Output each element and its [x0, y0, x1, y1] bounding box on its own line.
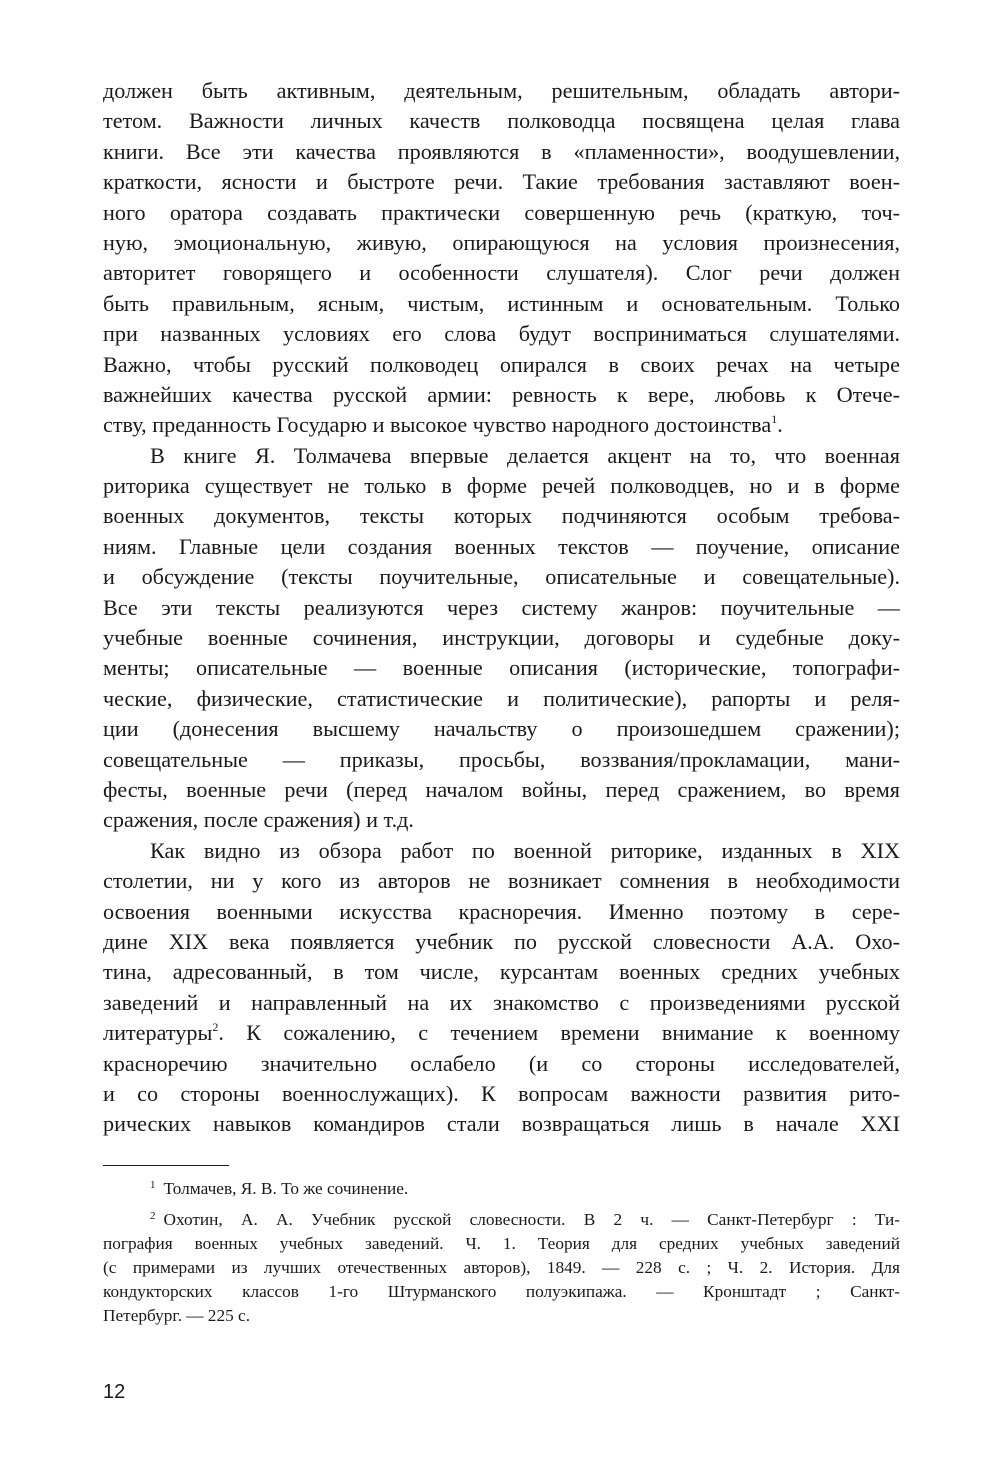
text-line: при названных условиях его слова будут восприниматься слушателями. — [103, 321, 900, 347]
text-line: Важно, чтобы русский полководец опирался в своих речах на четыре — [103, 351, 900, 377]
text-segment: литературы — [103, 1020, 213, 1046]
text-line: тетом. Важности личных качеств полководца посвящена целая глава — [103, 108, 900, 134]
footnote-line: пография военных учебных заведений. Ч. 1. Теория для средних учебных заведений — [103, 1234, 900, 1253]
text-line: рических навыков командиров стали возвращаться лишь в начале XXI — [103, 1111, 900, 1137]
footnote-line: Петербург. — 225 с. — [103, 1306, 251, 1325]
footnote-ref-2[interactable]: 2 — [212, 1020, 219, 1035]
footnote-text: Толмачев, Я. В. То же сочинение. — [163, 1179, 409, 1198]
text-segment: . К сожалению, с течением времени внимание к военному — [218, 1020, 900, 1046]
main-text — [103, 76, 900, 1140]
text-line: В книге Я. Толмачева впервые делается акцент на то, что военная — [150, 442, 900, 468]
text-line — [103, 1018, 900, 1048]
text-line: заведений и направленный на их знакомство с произведениями русской — [103, 989, 900, 1015]
text-line: дине XIX века появляется учебник по русской словесности А.А. Охо- — [103, 928, 900, 954]
footnote-number: 1 — [150, 1179, 156, 1191]
text-line: освоения военными искусства красноречия. Именно поэтому в сере- — [103, 898, 900, 924]
text-line: военных документов, тексты которых подчиняются особым требова- — [103, 503, 900, 529]
footnote-ref-1[interactable]: 1 — [771, 412, 778, 427]
text-line: сражения, после сражения) и т.д. — [103, 807, 414, 833]
text-line: менты; описательные — военные описания (исторические, топографи- — [103, 655, 900, 681]
text-line: авторитет говорящего и особенности слушателя). Слог речи должен — [103, 260, 900, 286]
text-line: столетии, ни у кого из авторов не возникает сомнения в необходимости — [103, 868, 900, 894]
text-line: Как видно из обзора работ по военной риторике, изданных в XIX — [150, 837, 900, 863]
text-line: совещательные — приказы, просьбы, воззвания/прокламации, мани- — [103, 746, 900, 772]
footnote-line: (с примерами из лучших отечественных авторов), 1849. — 228 с. ; Ч. 2. История. Для — [103, 1258, 900, 1277]
text-line: красноречию значительно ослабело (и со стороны исследователей, — [103, 1050, 900, 1076]
footnote-divider — [103, 1165, 229, 1166]
text-line: ного оратора создавать практически совершенную речь (краткую, точ- — [103, 199, 900, 225]
text-line: тина, адресованный, в том числе, курсантам военных средних учебных — [103, 959, 900, 985]
footnotes — [103, 1177, 900, 1328]
footnote-1 — [103, 1177, 900, 1201]
footnote-line: кондукторских классов 1-го Штурманского полуэкипажа. — Кронштадт ; Санкт- — [103, 1282, 900, 1301]
text-line: ческие, физические, статистические и политические), рапорты и реля- — [103, 685, 900, 711]
text-line: быть правильным, ясным, чистым, истинным и основательным. Только — [103, 290, 900, 316]
text-line: ниям. Главные цели создания военных текстов — поучение, описание — [103, 533, 900, 559]
text-line: и обсуждение (тексты поучительные, описательные и совещательные). — [103, 564, 900, 590]
text-line: должен быть активным, деятельным, решительным, обладать автори- — [103, 78, 900, 103]
text-segment: ству, преданность Государю и высокое чувство народного достоинства — [103, 412, 772, 438]
text-line: ции (донесения высшему начальству о произошедшем сражении); — [103, 716, 900, 742]
text-line: краткости, ясности и быстроте речи. Такие требования заставляют воен- — [103, 169, 900, 195]
text-line: книги. Все эти качества проявляются в «пламенности», воодушевлении, — [103, 138, 900, 164]
footnote-text: Охотин, А. А. Учебник русской словесности. В 2 ч. — Санкт-Петербург : Ти- — [163, 1210, 900, 1229]
text-line: важнейших качества русской армии: ревность к вере, любовь к Отече- — [103, 381, 900, 407]
footnote-2 — [103, 1208, 900, 1232]
text-line: ную, эмоциональную, живую, опирающуюся на условия произнесения, — [103, 229, 900, 255]
text-line: ству, преданность Государю и высокое чувство народного достоинства$^1$. — [103, 412, 783, 438]
text-line: фесты, военные речи (перед началом войны, перед сражением, во время — [103, 776, 900, 802]
text-line: и со стороны военнослужащих). К вопросам важности развития рито- — [103, 1080, 900, 1106]
text-line: учебные военные сочинения, инструкции, договоры и судебные доку- — [103, 625, 900, 651]
footnote-number: 2 — [150, 1210, 156, 1222]
page-number: 12 — [103, 1381, 126, 1403]
text-line: риторика существует не только в форме речей полководцев, но и в форме — [103, 473, 900, 499]
text-line: Все эти тексты реализуются через систему жанров: поучительные — — [103, 594, 900, 620]
